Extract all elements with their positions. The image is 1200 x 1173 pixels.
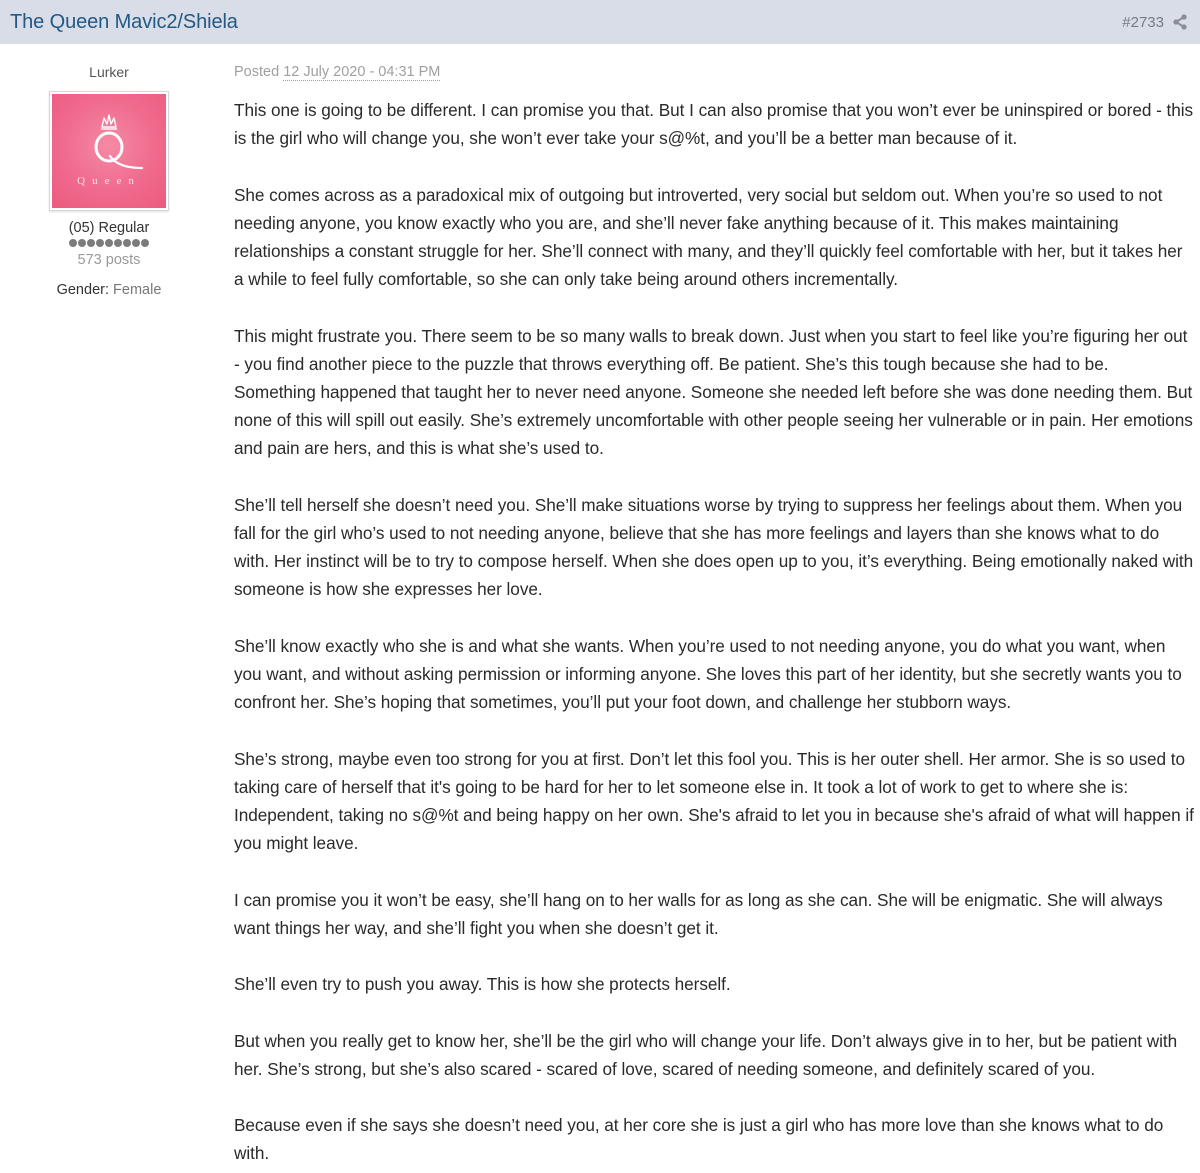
paragraph: She’ll know exactly who she is and what she wants. When you’re used to not needing anyone, you do what you want, when you want, and without asking permission or informing anyone. She loves this part of her identity, but she secretly wants you to confront her. She’s hoping that sometimes, you’ll put your foot down, and challenge her stubborn ways. <box>234 635 1182 713</box>
author-info <box>30 60 188 299</box>
avatar-frame[interactable] <box>49 91 169 211</box>
post-header <box>0 0 1200 44</box>
gender-label: Gender: <box>56 282 109 298</box>
rank-pip-icon <box>132 239 140 247</box>
author-title: Lurker <box>89 64 129 80</box>
post-count: 573 posts <box>77 252 141 268</box>
post-number-link[interactable]: #2733 <box>1122 13 1164 31</box>
posted-line <box>234 62 1194 82</box>
post-body <box>234 62 1194 1168</box>
paragraph: I can promise you it won’t be easy, she’ll hang on to her walls for as long as she can. She will be enigmatic. She will always want things her way, and she’ll fight you when she doesn’t get it. <box>234 889 1163 938</box>
rank-pip-icon <box>69 239 77 247</box>
paragraph: She comes across as a paradoxical mix of outgoing but introverted, very social but seldom out. When you’re so used to not needing anyone, you know exactly who you are, and she’ll never fake anything because of it. This makes maintaining relationships a constant struggle for her. She’ll connect with many, and they’ll quickly feel comfortable with her, but it takes her a while to feel fully comfortable, so she can only take being around others incrementally. <box>234 184 1183 290</box>
gender-value: Female <box>113 282 162 298</box>
avatar-text: Queen <box>77 175 141 187</box>
post-meta <box>1122 14 1190 31</box>
rank-pips <box>30 239 188 247</box>
avatar[interactable] <box>52 94 166 208</box>
share-icon[interactable] <box>1172 14 1188 30</box>
paragraph: But when you really get to know her, she’ll be the girl who will change your life. Don’t always give in to her, but be patient with her. She’s strong, but she’s also scared - scared of love, scared of needing someone, and definitely scared of you. <box>234 1030 1178 1079</box>
rank-pip-icon <box>123 239 131 247</box>
posted-date: 12 July 2020 - 04:31 PM <box>283 64 441 80</box>
post-content <box>234 96 1194 1168</box>
paragraph: She’ll tell herself she doesn’t need you. She’ll make situations worse by trying to suppress her feelings about them. When you fall for the girl who’s used to not needing anyone, believe that she has more feelings and layers than she knows what to do with. Her instinct will be to try to compose herself. When she does open up to you, it’s everything. Being emotionally naked with someone is how she expresses her love. <box>234 494 1194 600</box>
post-title-link[interactable]: The Queen Mavic2/Shiela <box>10 10 238 33</box>
paragraph: She’s strong, maybe even too strong for you at first. Don’t let this fool you. This is her outer shell. Her armor. She is so used to taking care of herself that it's going to be hard for her to let someone else in. It took a lot of work to get to where she is: Independent, taking no s@%t and being happy on her own. She's afraid to let you in because she's afraid of what will happen if you might leave. <box>234 748 1194 854</box>
queen-logo-icon <box>52 94 166 208</box>
rank-pip-icon <box>105 239 113 247</box>
gender-row <box>30 281 188 299</box>
rank-pip-icon <box>141 239 149 247</box>
rank-pip-icon <box>114 239 122 247</box>
paragraph: This might frustrate you. There seem to be so many walls to break down. Just when you start to feel like you’re figuring her out - you find another piece to the puzzle that throws everything off. Be patient. She’s this tough because she had to be. Something happened that taught her to never need anyone. Someone she needed left before she was done needing them. But none of this will spill out easily. She’s extremely uncomfortable with other people seeing her vulnerable or in pain. Her emotions and pain are hers, and this is what she’s used to. <box>234 325 1193 459</box>
rank-pip-icon <box>96 239 104 247</box>
member-group: (05) Regular <box>68 220 150 236</box>
posted-prefix: Posted <box>234 64 280 80</box>
paragraph: She’ll even try to push you away. This is how she protects herself. <box>234 974 731 995</box>
rank-pip-icon <box>87 239 95 247</box>
paragraph: This one is going to be different. I can promise you that. But I can also promise that you won’t ever be uninspired or bored - this is the girl who will change you, she won’t ever take your s@%t, and you’ll be a better man because of it. <box>234 100 1194 149</box>
rank-pip-icon <box>78 239 86 247</box>
paragraph: Because even if she says she doesn’t need you, at her core she is just a girl who has more love than she knows what to do with. <box>234 1115 1164 1164</box>
